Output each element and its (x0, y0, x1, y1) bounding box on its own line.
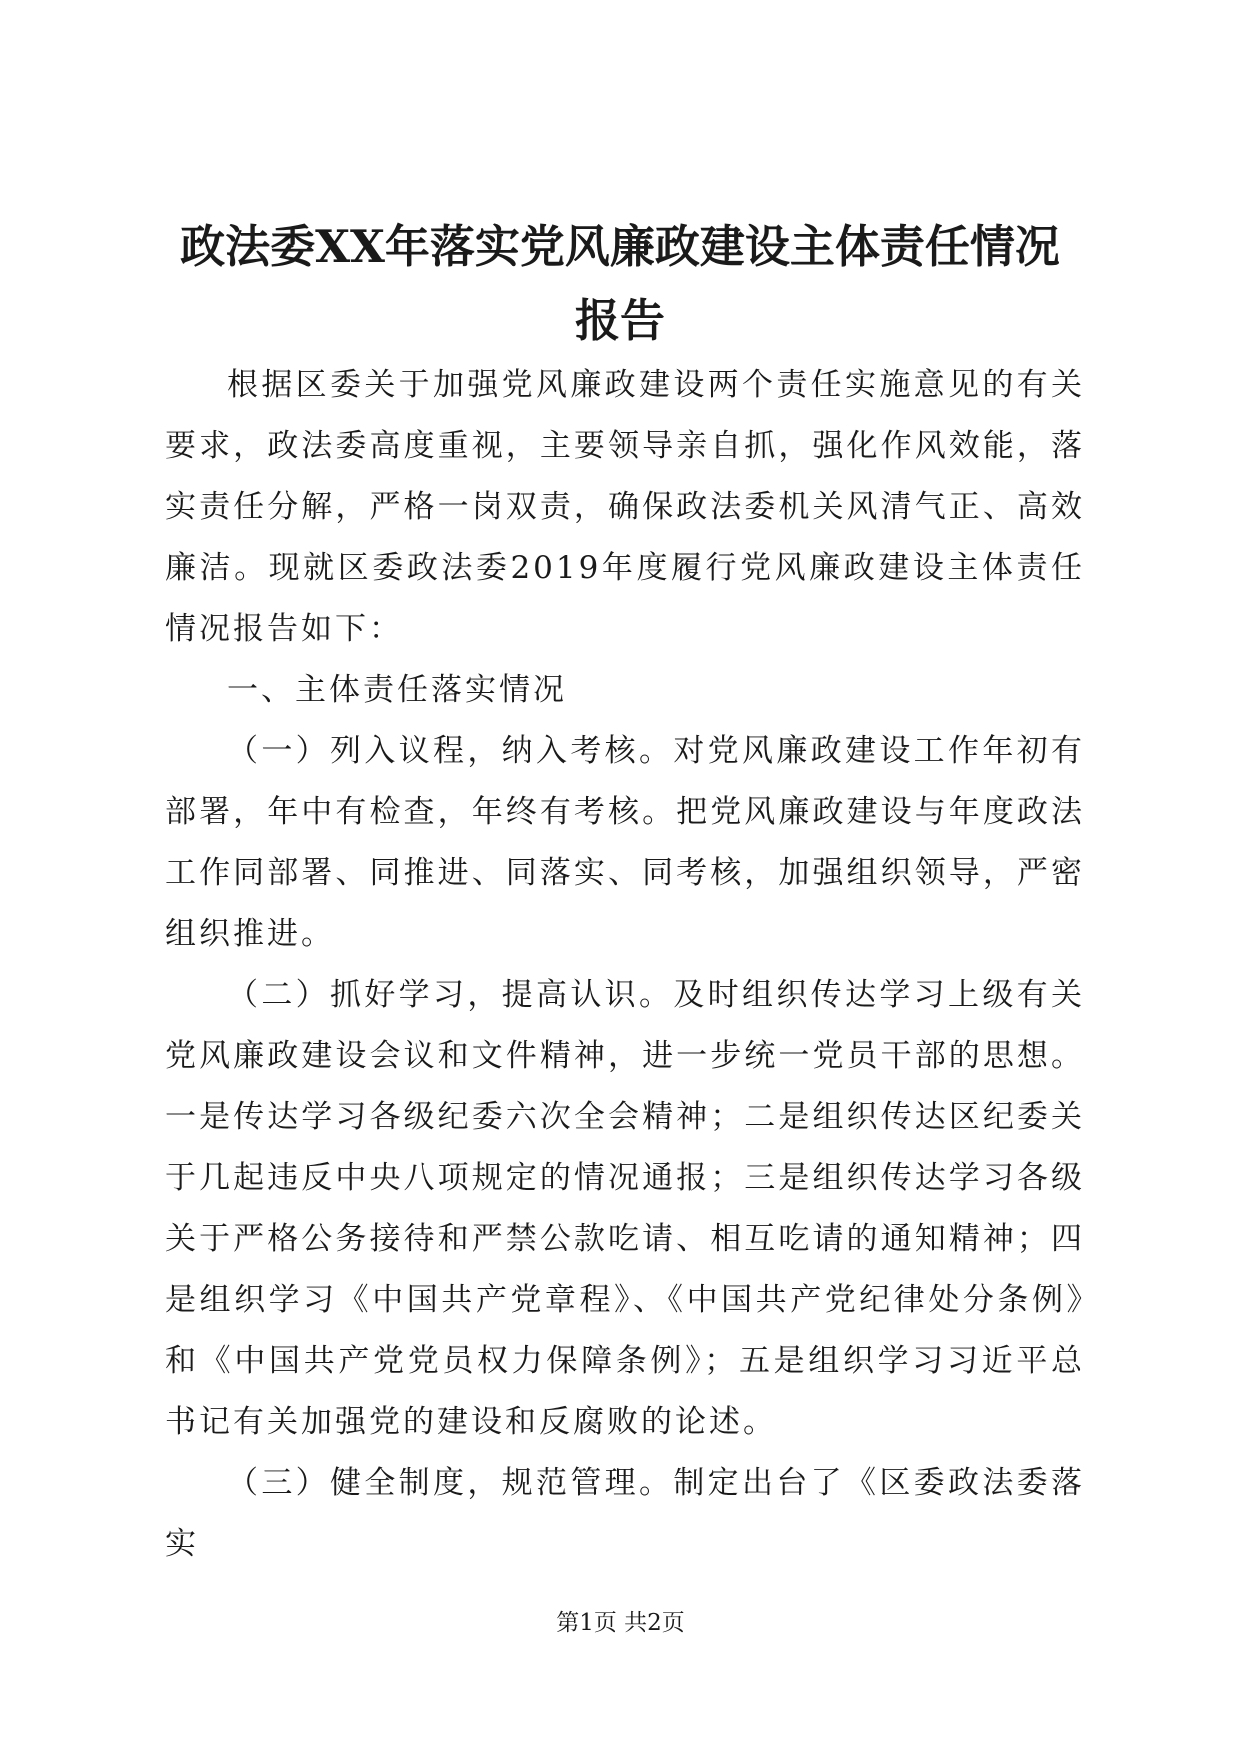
document-body (165, 355, 1085, 1575)
section-heading: 一、主体责任落实情况 (227, 672, 567, 708)
intro-paragraph: 根据区委关于加强党风廉政建设两个责任实施意见的有关要求，政法委高度重视，主要领导亲自抓，强化作风效能，落实责任分解，严格一岗双责，确保政法委机关风清气正、高效廉洁。现就区委政法委2019年度履行党风廉政建设主体责任情况报告如下： (165, 367, 1085, 647)
paragraph-item-2: （二）抓好学习，提高认识。及时组织传达学习上级有关党风廉政建设会议和文件精神，进一步统一党员干部的思想。一是传达学习各级纪委六次全会精神；二是组织传达区纪委关于几起违反中央八项规定的情况通报；三是组织传达学习各级关于严格公务接待和严禁公款吃请、相互吃请的通知精神；四是组织学习《中国共产党章程》、《中国共产党纪律处分条例》和《中国共产党党员权力保障条例》；五是组织学习习近平总书记有关加强党的建设和反腐败的论述。 (165, 977, 1085, 1440)
paragraph-item-3: （三）健全制度，规范管理。制定出台了《区委政法委落实 (165, 1465, 1085, 1562)
document-title-line1: 政法委XX年落实党风廉政建设主体责任情况 (180, 220, 1060, 273)
page-footer: 第1页 共2页 (556, 1610, 685, 1636)
paragraph-item-1: （一）列入议程，纳入考核。对党风廉政建设工作年初有部署，年中有检查，年终有考核。把党风廉政建设与年度政法工作同部署、同推进、同落实、同考核，加强组织领导，严密组织推进。 (165, 733, 1085, 952)
document-title-line2: 报告 (574, 294, 665, 347)
